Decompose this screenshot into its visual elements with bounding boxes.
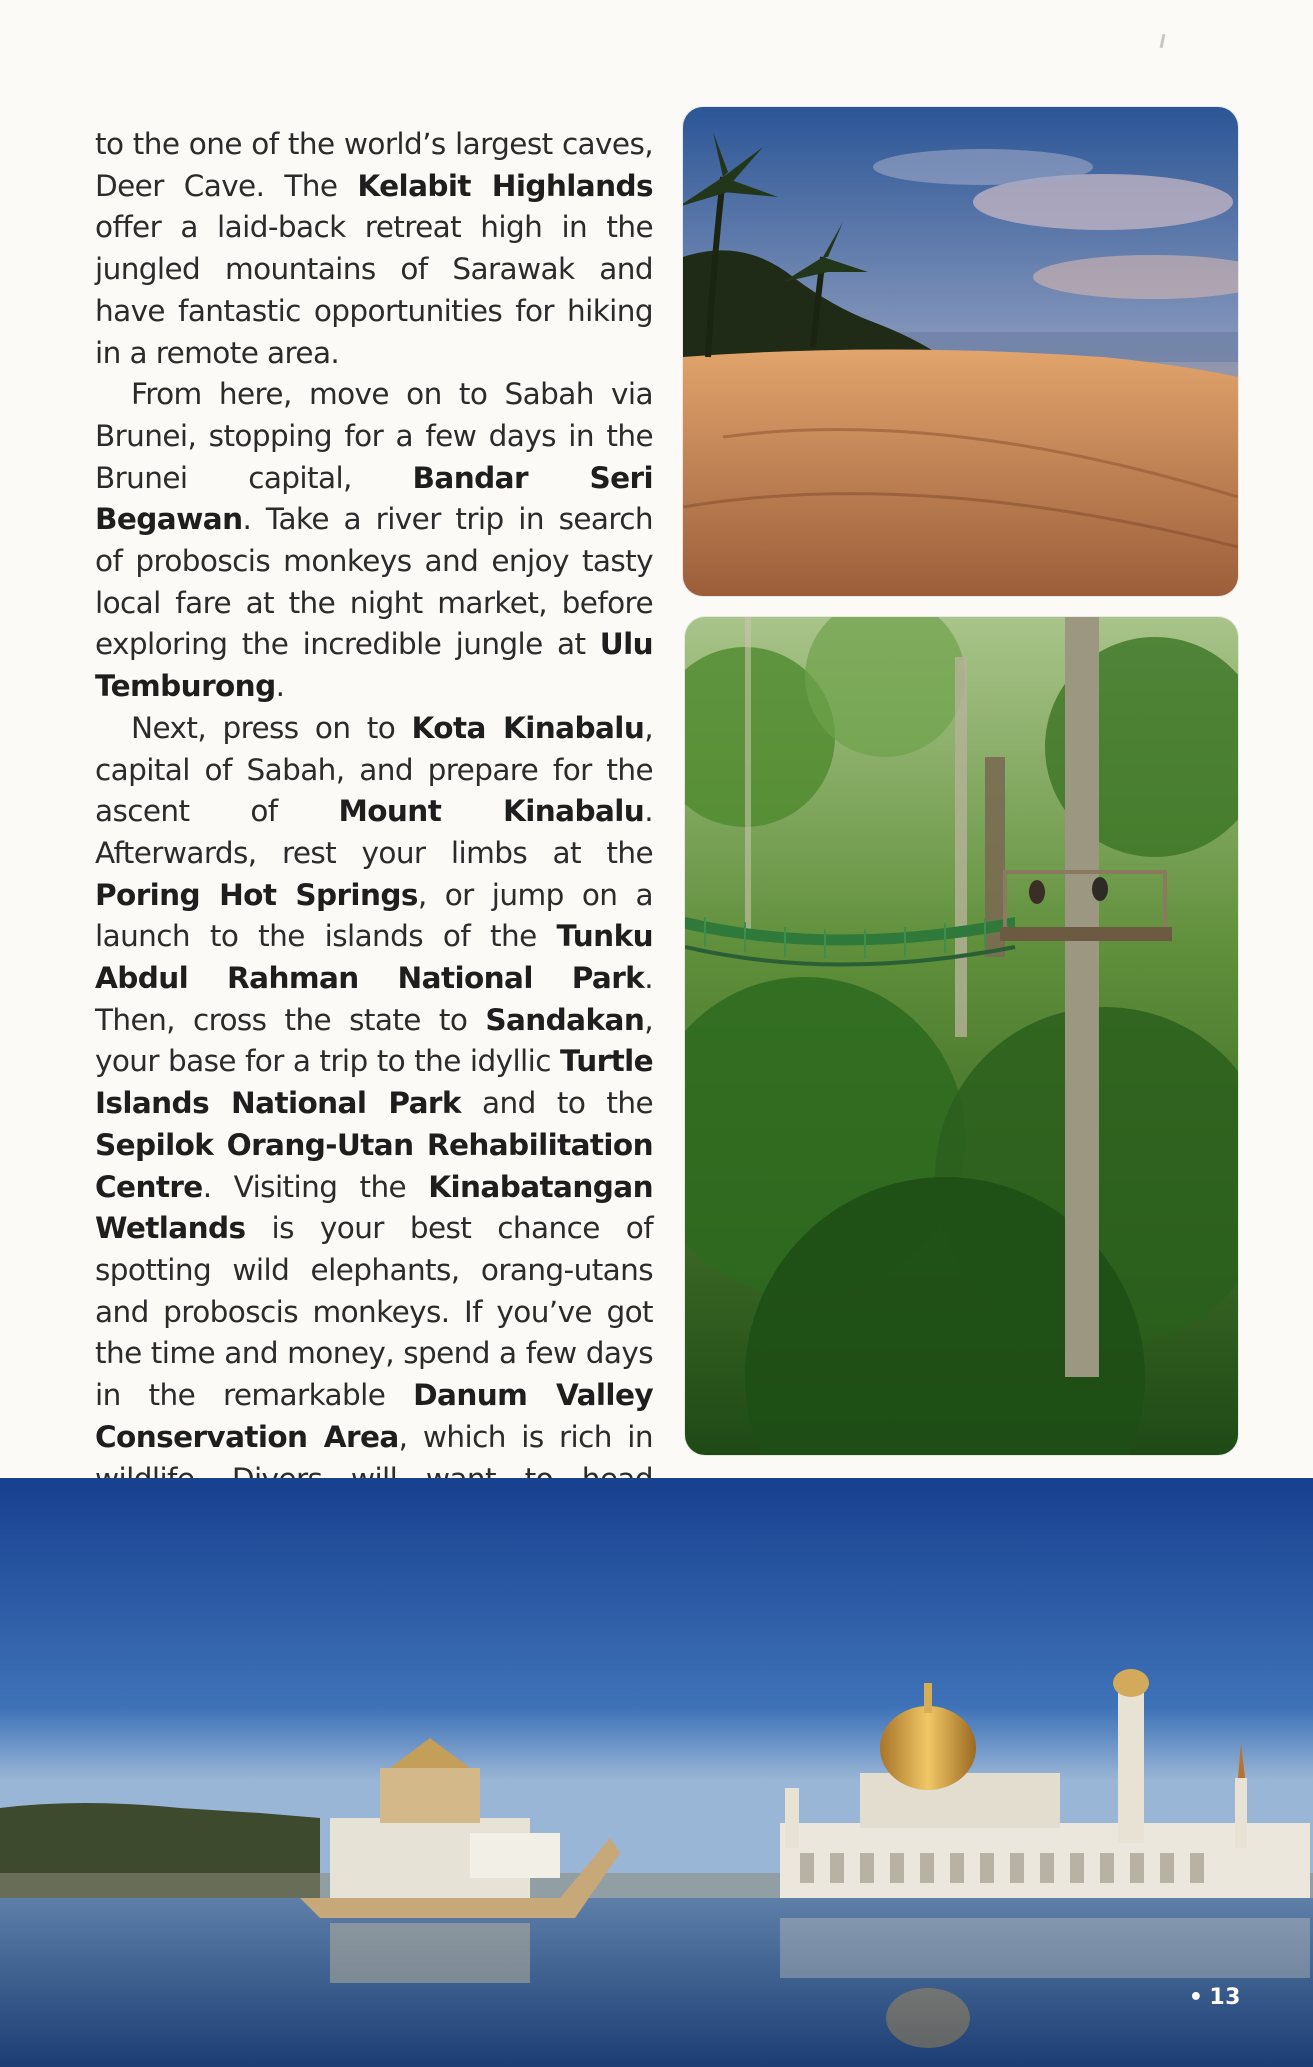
paragraph-3: Next, press on to Kota Kinabalu, capital of Sabah, and prepare for the ascent of Mount Kinabalu. Afterwards, rest your limbs at the Poring Hot Springs, or jump on a launch to the islands of the Tunku Abdul Rahman National Park. Then, cross the state to Sandakan, your base for a trip to the idyllic Turtle Islands National Park and to the Sepilok Orang-Utan Rehabilitation Centre. Visiting the Kinabatangan Wetlands is your best chance of spotting wild elephants, orang-utans and proboscis monkeys. If you’ve got the time and money, spend a few days in the remarkable Danum Valley Conservation Area, which is rich in xyxy=(95,708,653,1667)
place-name: Sepilok Orang-Utan Rehabilitation Centre xyxy=(95,1127,653,1204)
place-name: Turtle Islands National Park xyxy=(95,1044,653,1121)
place-name: Mount Kinabalu xyxy=(338,794,645,829)
place-name: Kelabit Highlands xyxy=(357,168,653,203)
page-number xyxy=(1189,1985,1241,2010)
article-text-column xyxy=(95,124,653,1667)
paragraph-1: to the one of the world’s largest caves, Deer Cave. The Kelabit Highlands offer a laid-back retreat high in the jungled mountains of Sarawak and have fantastic opportunities for hiking in a remote area. xyxy=(95,127,653,370)
beach-scene-illustration xyxy=(683,107,1238,596)
canopy-walkway-photo xyxy=(685,617,1238,1455)
folio-bullet: • xyxy=(1188,1985,1204,2010)
place-name: Ulu Temburong xyxy=(95,627,653,704)
canopy-scene-illustration xyxy=(685,617,1238,1455)
place-name: Bandar Seri Begawan xyxy=(95,460,653,537)
paragraph-2: From here, move on to Sabah via Brunei, stopping for a few days in the Brunei capital, Bandar Seri Begawan. Take a river trip in search of proboscis monkeys and enjoy tasty local fare at the night market, before exploring the incredible jungle at Ulu Temburong. xyxy=(95,377,653,704)
place-name: Danum Valley Conservation Area xyxy=(95,1378,653,1454)
place-name: Poring Hot Springs xyxy=(95,877,418,912)
beach-photo xyxy=(683,107,1238,596)
place-name: Sandakan xyxy=(485,1002,645,1037)
place-name: Kota Kinabalu xyxy=(411,710,645,745)
page-number-value: 13 xyxy=(1209,1985,1241,2010)
place-name: Tunku Abdul Rahman National Park xyxy=(95,919,653,996)
mosque-scene-illustration xyxy=(0,1478,1313,2067)
place-name: Kinabatangan Wetlands xyxy=(95,1169,653,1246)
scan-artifact xyxy=(1160,34,1166,48)
mosque-panorama-photo xyxy=(0,1478,1313,2067)
